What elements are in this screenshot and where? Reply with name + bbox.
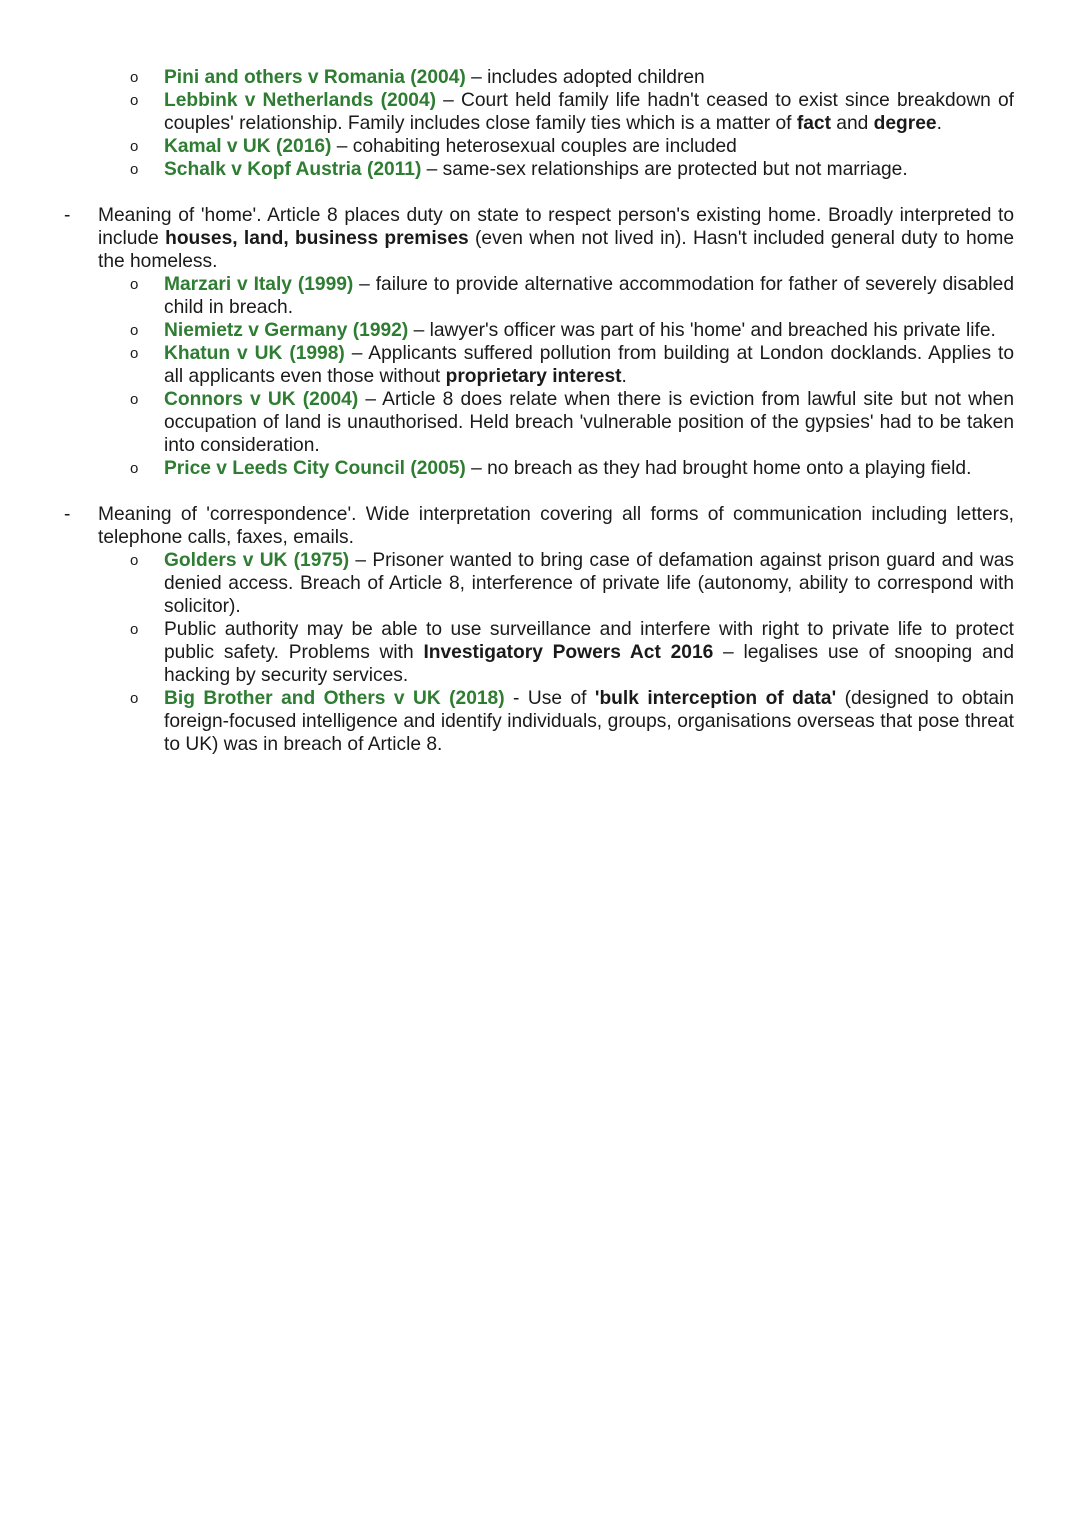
list-item <box>98 457 1014 480</box>
list-item <box>98 687 1014 756</box>
case-text: – lawyer's officer was part of his 'home' and breached his private life. <box>408 320 996 341</box>
correspondence-intro: Meaning of 'correspondence'. Wide interpretation covering all forms of communication including letters, telephone calls, faxes, emails. <box>98 504 1014 548</box>
home-intro <box>98 204 1014 273</box>
case-name: Pini and others v Romania (2004) <box>164 67 466 88</box>
case-name: Schalk v Kopf Austria (2011) <box>164 159 422 180</box>
bold-term: houses, land, business premises <box>165 228 469 249</box>
case-text: – legalises use of snooping and hacking by security services. <box>164 642 1015 686</box>
case-text: . <box>936 113 942 134</box>
case-name: Kamal v UK (2016) <box>164 136 332 157</box>
document-page <box>0 0 1080 756</box>
case-text: – Article 8 does relate when there is eviction from lawful site but not when occupation of land is unauthorised. Held breach 'vulnerable position of the gypsies' had to be taken into consideration. <box>164 389 1014 456</box>
list-item <box>98 388 1014 457</box>
case-name: Lebbink v Netherlands (2004) <box>164 90 437 111</box>
case-text: – failure to provide alternative accommodation for father of severely disabled child in breach. <box>164 274 1014 318</box>
list-item <box>98 66 1014 89</box>
list-item <box>98 89 1014 135</box>
list-item <box>98 342 1014 388</box>
case-name: Niemietz v Germany (1992) <box>164 320 409 341</box>
case-text: Public authority may be able to use surveillance and interfere with right to private life to protect public safety. Problems with <box>164 619 1014 663</box>
bold-term: fact <box>796 113 831 134</box>
list-item <box>98 135 1014 158</box>
case-text: – Court held family life hadn't ceased to exist since breakdown of couples' relationship. Family includes close family ties which is a matter of <box>164 90 1014 134</box>
bold-term: proprietary interest <box>445 366 622 387</box>
case-name: Marzari v Italy (1999) <box>164 274 354 295</box>
case-text: – cohabiting heterosexual couples are included <box>331 136 737 157</box>
list-item <box>98 618 1014 687</box>
bold-term: 'bulk interception of data' <box>594 688 837 709</box>
case-name: Golders v UK (1975) <box>164 550 350 571</box>
case-text: – Applicants suffered pollution from building at London docklands. Applies to all applicants even those without <box>164 343 1015 387</box>
case-text: - Use of <box>504 688 595 709</box>
bold-term: Investigatory Powers Act 2016 <box>423 642 714 663</box>
bold-term: degree <box>873 113 937 134</box>
case-text: and <box>830 113 874 134</box>
case-name: Price v Leeds City Council (2005) <box>164 458 466 479</box>
case-text: – includes adopted children <box>465 67 705 88</box>
intro-text: (even when not lived in). Hasn't included general duty to home the homeless. <box>98 228 1014 272</box>
case-text: . <box>621 366 627 387</box>
dash-bullet: - <box>64 205 71 226</box>
family-cases-list <box>98 66 1014 181</box>
case-text: (designed to obtain foreign-focused intelligence and identify individuals, groups, organisations overseas that pose threat to UK) was in breach of Article 8. <box>164 688 1015 755</box>
correspondence-section <box>64 503 1015 756</box>
case-name: Big Brother and Others v UK (2018) <box>164 688 505 709</box>
list-item <box>98 273 1014 319</box>
list-item <box>98 158 1014 181</box>
intro-text: Meaning of 'home'. Article 8 places duty on state to respect person's existing home. Broadly interpreted to include <box>98 205 1014 249</box>
home-section <box>64 204 1015 480</box>
list-item <box>98 319 1014 342</box>
case-text: – no breach as they had brought home onto a playing field. <box>465 458 972 479</box>
case-text: – Prisoner wanted to bring case of defamation against prison guard and was denied access. Breach of Article 8, interference of private life (autonomy, ability to correspond with solicitor). <box>164 550 1014 617</box>
case-text: – same-sex relationships are protected but not marriage. <box>421 159 908 180</box>
list-item <box>98 549 1014 618</box>
dash-bullet: - <box>64 504 71 525</box>
case-name: Khatun v UK (1998) <box>164 343 345 364</box>
case-name: Connors v UK (2004) <box>164 389 359 410</box>
